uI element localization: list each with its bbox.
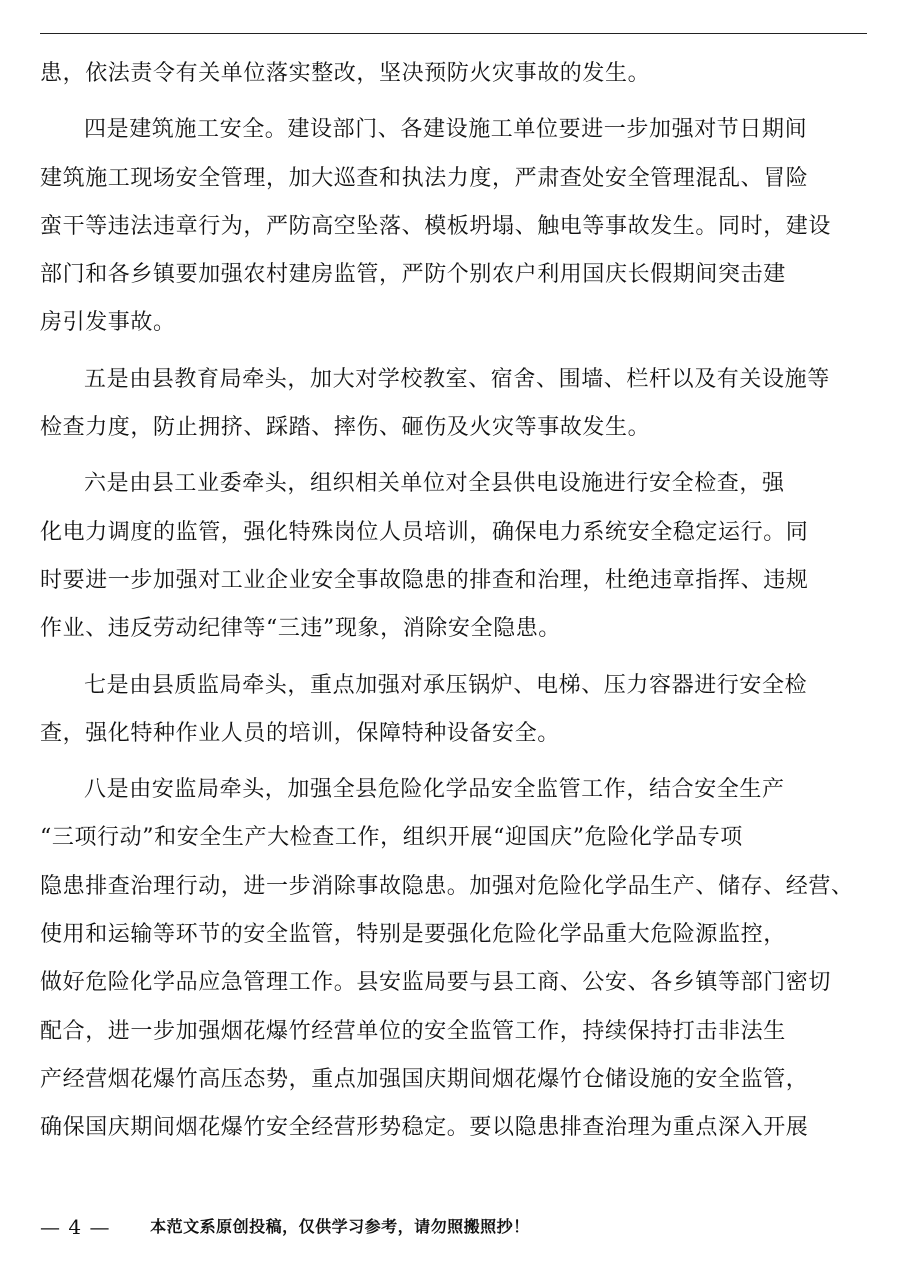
text-line: 建筑施工现场安全管理，加大巡查和执法力度，严肃查处安全管理混乱、冒险 xyxy=(40,165,809,191)
footer-disclaimer: 本范文系原创投稿，仅供学习参考，请勿照搬照抄！ xyxy=(150,1217,530,1236)
paragraph xyxy=(40,50,872,98)
text-line: 作业、违反劳动纪律等“三违”现象，消除安全隐患。 xyxy=(40,616,561,642)
document-body xyxy=(40,50,872,1153)
paragraph xyxy=(40,662,872,759)
paragraph xyxy=(40,460,872,653)
text-line: 五是由县教育局牵头，加大对学校教室、宿舍、围墙、栏杆以及有关设施等 xyxy=(84,366,830,392)
paragraph-spacer xyxy=(40,654,872,662)
text-line: 六是由县工业委牵头，组织相关单位对全县供电设施进行安全检查，强 xyxy=(84,471,785,497)
paragraph xyxy=(40,766,872,1152)
text-line: 八是由安监局牵头，加强全县危险化学品安全监管工作，结合安全生产 xyxy=(84,777,785,803)
paragraph-spacer xyxy=(40,452,872,460)
text-line: 蛮干等违法违章行为，严防高空坠落、模板坍塌、触电等事故发生。同时，建设 xyxy=(40,213,832,239)
paragraph xyxy=(40,356,872,453)
text-line: 七是由县质监局牵头，重点加强对承压锅炉、电梯、压力容器进行安全检 xyxy=(84,672,808,698)
paragraph-spacer xyxy=(40,758,872,766)
paragraph xyxy=(40,106,872,347)
text-line: 隐患排查治理行动，进一步消除事故隐患。加强对危险化学品生产、储存、经营、 xyxy=(40,873,854,899)
text-line: 配合，进一步加强烟花爆竹经营单位的安全监管工作，持续保持打击非法生 xyxy=(40,1018,786,1044)
text-line: 使用和运输等环节的安全监管，特别是要强化危险化学品重大危险源监控， xyxy=(40,922,786,948)
text-line: 化电力调度的监管，强化特殊岗位人员培训，确保电力系统安全稳定运行。同 xyxy=(40,519,809,545)
header-rule xyxy=(40,33,867,34)
paragraph-spacer xyxy=(40,98,872,106)
text-line: 患，依法责令有关单位落实整改，坚决预防火灾事故的发生。 xyxy=(40,61,651,86)
text-line: 产经营烟花爆竹高压态势，重点加强国庆期间烟花爆竹仓储设施的安全监管， xyxy=(40,1066,809,1092)
page-footer xyxy=(40,1212,870,1242)
text-line: 四是建筑施工安全。建设部门、各建设施工单位要进一步加强对节日期间 xyxy=(84,117,808,143)
text-line: 检查力度，防止拥挤、踩踏、摔伤、砸伤及火灾等事故发生。 xyxy=(40,415,651,441)
text-line: 时要进一步加强对工业企业安全事故隐患的排查和治理，杜绝违章指挥、违规 xyxy=(40,567,809,593)
text-line: 确保国庆期间烟花爆竹安全经营形势稳定。要以隐患排查治理为重点深入开展 xyxy=(40,1115,809,1141)
text-line: 做好危险化学品应急管理工作。县安监局要与县工商、公安、各乡镇等部门密切 xyxy=(40,970,832,996)
text-line: 部门和各乡镇要加强农村建房监管，严防个别农户利用国庆长假期间突击建 xyxy=(40,262,786,288)
paragraph-spacer xyxy=(40,348,872,356)
text-line: 查，强化特种作业人员的培训，保障特种设备安全。 xyxy=(40,720,560,746)
page-number: — 4 — xyxy=(40,1215,111,1239)
text-line: 房引发事故。 xyxy=(40,310,176,336)
text-line: “三项行动”和安全生产大检查工作，组织开展“迎国庆”危险化学品专项 xyxy=(40,825,743,851)
